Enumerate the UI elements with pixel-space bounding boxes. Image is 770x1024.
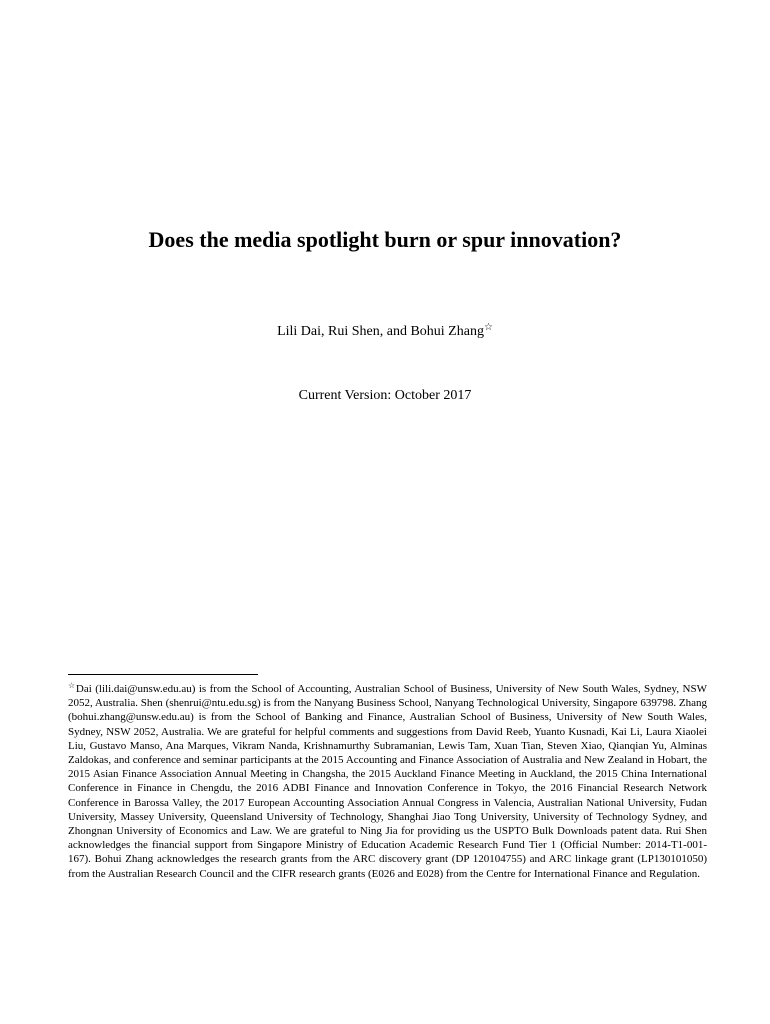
author-names: Lili Dai, Rui Shen, and Bohui Zhang <box>277 324 484 339</box>
footnote-text: Dai (lili.dai@unsw.edu.au) is from the School of Accounting, Australian School of Business, University of New South Wales, Sydney, NSW 2052, Australia. Shen (shenrui@ntu.edu.sg) is from the Nanyang Business School, Nanyang Technological University, Singapore 639798. Zhang (bohui.zhang@unsw.edu.au) is from the School of Banking and Finance, Australian School of Business, University of New South Wales, Sydney, NSW 2052, Australia. We are grateful for helpful comments and suggestions from David Reeb, Yuanto Kusnadi, Kai Li, Laura Xiaolei Liu, Gustavo Manso, Ana Marques, Vikram Nanda, Krishnamurthy Subramanian, Lewis Tam, Xuan Tian, Steven Xiao, Qianqian Yu, Alminas Zaldokas, and conference and seminar participants at the 2015 Accounting and Finance Association of Australia and New Zealand in Hobart, the 2015 Asian Finance Association Annual Meeting in Changsha, the 2015 Auckland Finance Meeting in Auckland, the 2015 China International Conference in Finance in Chengdu, the 2016 ADBI Finance and Innovation Conference in Tokyo, the 2016 Financial Research Network Conference in Barossa Valley, the 2017 European Accounting Association Annual Congress in Valencia, Australian National University, Fudan University, Massey University, Queensland University of Technology, Shanghai Jiao Tong University, University of Technology Sydney, and Zhongnan University of Economics and Law. We are grateful to Ning Jia for providing us the USPTO Bulk Downloads patent data. Rui Shen acknowledges the financial support from Singapore Ministry of Education Academic Research Fund Tier 1 (Official Number: 2014-T1-001-167). Bohui Zhang acknowledges the research grants from the ARC discovery grant (DP 120104755) and ARC linkage grant (LP130101050) from the Australian Research Council and the CIFR research grants (E026 and E028) from the Centre for International Finance and Regulation. <box>68 683 707 880</box>
footnote-marker: ☆ <box>68 681 76 690</box>
version-date: Current Version: October 2017 <box>298 388 472 403</box>
paper-title: Does the media spotlight burn or spur innovation? <box>148 227 622 252</box>
author-footnote-marker: ☆ <box>483 322 493 333</box>
footnote-divider <box>68 674 258 675</box>
footnote <box>68 682 707 881</box>
author-line <box>0 323 770 341</box>
